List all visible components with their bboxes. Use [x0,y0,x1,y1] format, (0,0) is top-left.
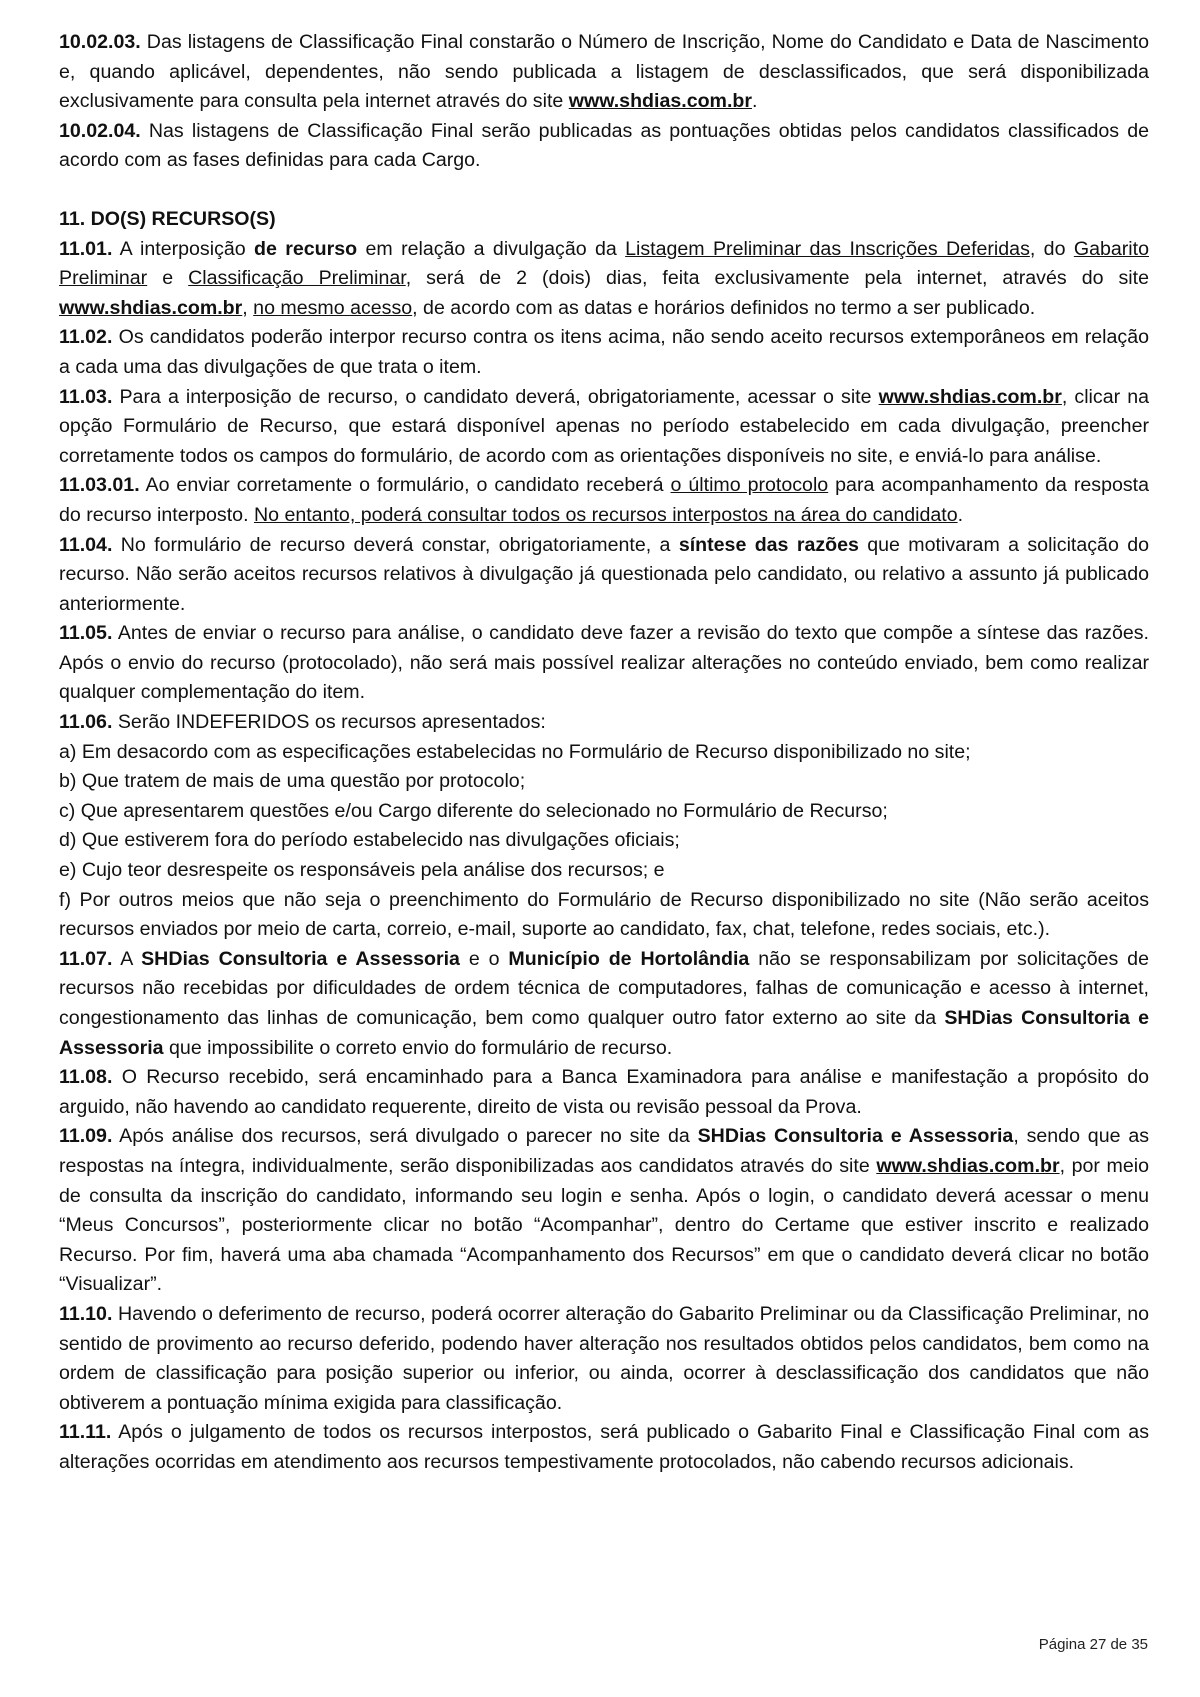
item-number: 11.05. [59,622,113,645]
item-number: 11.06. [59,711,113,734]
paragraph-11-03-01: 11.03.01. Ao enviar corretamente o formulário, o candidato receberá o último protocolo para acompanhamento da resposta do recurso interposto. No entanto, poderá consultar todos os recursos interpostos na área do candidato. [59,474,1150,526]
list-item: b) Que tratem de mais de uma questão por protocolo; [59,770,526,793]
paragraph-11-03: 11.03. Para a interposição de recurso, o candidato deverá, obrigatoriamente, acessar o site www.shdias.com.br, clicar na opção Formulário de Recurso, que estará disponível apenas no período estabelecido em cada divulgação, preencher corretamente todos os campos do formulário, de acordo com as orientações disponíveis no site, e enviá-lo para análise. [59,385,1150,467]
list-item: c) Que apresentarem questões e/ou Cargo diferente do selecionado no Formulário de Recurso; [59,799,888,822]
site-link[interactable]: www.shdias.com.br [568,90,753,113]
section-heading: 11. DO(S) RECURSO(S) [59,207,276,230]
item-number: 11.09. [59,1125,113,1148]
item-number: 11.03.01. [59,474,140,497]
paragraph-11-01: 11.01. A interposição de recurso em relação a divulgação da Listagem Preliminar das Inscrições Deferidas, do Gabarito Preliminar e Classificação Preliminar, será de 2 (dois) dias, feita exclusivamente pela internet, através do site www.shdias.com.br, no mesmo acesso, de acordo com as datas e horários definidos no termo a ser publicado. [59,237,1149,319]
paragraph-11-05: 11.05. Antes de enviar o recurso para análise, o candidato deve fazer a revisão do texto que compõe a síntese das razões. Após o envio do recurso (protocolado), não será mais possível realizar alterações no conteúdo enviado, bem como realizar qualquer complementação do item. [59,622,1149,704]
item-number: 11.08. [59,1066,113,1089]
item-number: 11.03. [59,385,113,408]
paragraph-11-11: 11.11. Após o julgamento de todos os recursos interpostos, será publicado o Gabarito Final e Classificação Final com as alterações ocorridas em atendimento aos recursos tempestivamente protocolados, não cabendo recursos adicionais. [59,1421,1149,1473]
paragraph-11-07: 11.07. A SHDias Consultoria e Assessoria e o Município de Hortolândia não se responsabilizam por solicitações de recursos não recebidas por dificuldades de ordem técnica de computadores, falhas de comunicação e acesso à internet, congestionamento das linhas de comunicação, bem como qualquer outro fator externo ao site da SHDias Consultoria e Assessoria que impossibilite o correto envio do formulário de recurso. [59,947,1149,1059]
document-body [59,28,1149,1478]
paragraph-10-02-04: 10.02.04. Nas listagens de Classificação Final serão publicadas as pontuações obtidas pelos candidatos classificados de acordo com as fases definidas para cada Cargo. [59,119,1149,172]
site-link[interactable]: www.shdias.com.br [876,1154,1060,1177]
site-link[interactable]: www.shdias.com.br [878,385,1062,408]
item-number: 11.01. [59,237,113,260]
item-number: 11.04. [59,533,113,556]
spacer [59,176,1149,205]
paragraph-10-02-03: 10.02.03. Das listagens de Classificação Final constarão o Número de Inscrição, Nome do Candidato e Data de Nascimento e, quando aplicável, dependentes, não sendo publicada a listagem de desclassificados, que será disponibilizada exclusivamente para consulta pela internet através do site www.shdias.com.br. [59,31,1149,113]
item-number: 10.02.04. [59,119,141,142]
list-item: f) Por outros meios que não seja o preenchimento do Formulário de Recurso disponibilizado no site (Não serão aceitos recursos enviados por meio de carta, correio, e-mail, suporte ao candidato, fax, chat, telefone, redes sociais, etc.). [59,888,1149,941]
paragraph-11-02: 11.02. Os candidatos poderão interpor recurso contra os itens acima, não sendo aceito recursos extemporâneos em relação a cada uma das divulgações de que trata o item. [59,326,1149,378]
paragraph-11-04: 11.04. No formulário de recurso deverá constar, obrigatoriamente, a síntese das razões que motivaram a solicitação do recurso. Não serão aceitos recursos relativos à divulgação já questionada pelo candidato, ou relativo a assunto já publicado anteriormente. [59,533,1150,615]
list-item: d) Que estiverem fora do período estabelecido nas divulgações oficiais; [59,829,680,852]
paragraph-11-08: 11.08. O Recurso recebido, será encaminhado para a Banca Examinadora para análise e manifestação a propósito do arguido, não havendo ao candidato requerente, direito de vista ou revisão pessoal da Prova. [59,1066,1149,1118]
list-item: e) Cujo teor desrespeite os responsáveis pela análise dos recursos; e [59,859,665,882]
paragraph-11-06: 11.06. Serão INDEFERIDOS os recursos apresentados: [59,711,546,734]
item-number: 11.11. [59,1421,112,1444]
item-number: 11.10. [59,1302,113,1325]
site-link[interactable]: www.shdias.com.br [59,296,243,319]
paragraph-11-10: 11.10. Havendo o deferimento de recurso, poderá ocorrer alteração do Gabarito Preliminar ou da Classificação Preliminar, no sentido de provimento ao recurso deferido, podendo haver alteração nos resultados obtidos pelos candidatos, bem como na ordem de classificação para posição superior ou inferior, ou ainda, ocorrer à desclassificação dos candidatos que não obtiverem a pontuação mínima exigida para classificação. [59,1302,1149,1414]
list-item: a) Em desacordo com as especificações estabelecidas no Formulário de Recurso disponibilizado no site; [59,740,971,763]
paragraph-11-09: 11.09. Após análise dos recursos, será divulgado o parecer no site da SHDias Consultoria e Assessoria, sendo que as respostas na íntegra, individualmente, serão disponibilizadas aos candidatos através do site www.shdias.com.br, por meio de consulta da inscrição do candidato, informando seu login e senha. Após o login, o candidato deverá acessar o menu “Meus Concursos”, posteriormente clicar no botão “Acompanhar”, dentro do Certame que estiver inscrito e realizado Recurso. Por fim, haverá uma aba chamada “Acompanhamento dos Recursos” em que o candidato deverá clicar no botão “Visualizar”. [59,1125,1150,1296]
item-number: 11.02. [59,326,113,349]
item-number: 10.02.03. [59,31,141,53]
page-number: Página 27 de 35 [1038,1636,1148,1653]
item-number: 11.07. [59,947,113,970]
